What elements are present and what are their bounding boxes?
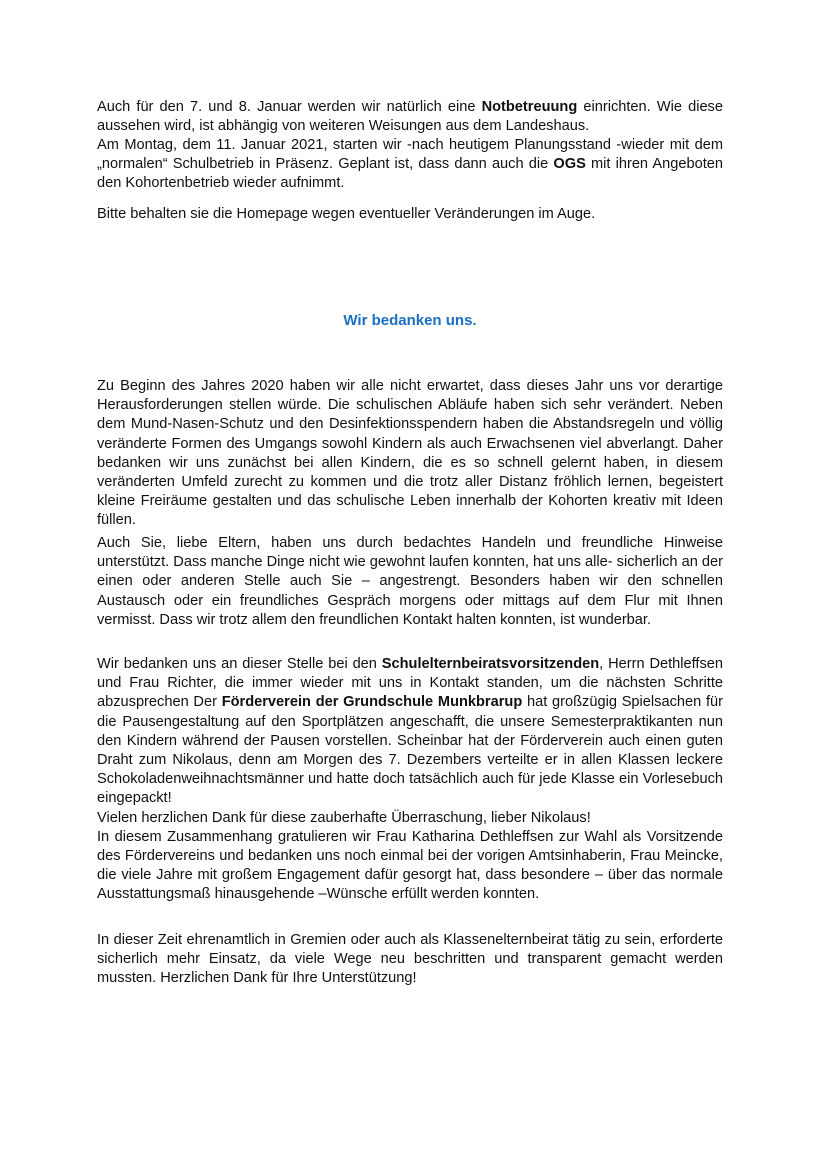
foerderverein-text [97, 655, 723, 809]
bold-ogs: OGS [553, 156, 586, 173]
intro-paragraph-schulbetrieb [97, 136, 723, 194]
paragraph-foerderverein [97, 655, 723, 905]
paragraph-ehrenamt: In dieser Zeit ehrenamtlich in Gremien oder auch als Klassenelternbeirat tätig zu sein, erforderte sicherlich mehr Einsatz, da viele Wege neu beschritten und transparent gemacht werden mussten. Herzlichen Dank für Ihre Unterstützung! [97, 932, 723, 987]
text-run: einrichten. Wie diese aussehen wird, ist abhängig von weiteren Weisungen aus dem Landeshaus. [97, 99, 723, 135]
text-run: Wir bedanken uns an dieser Stelle bei den [97, 656, 382, 672]
bold-schulelternbeirat: Schulelternbeiratsvorsitzenden [381, 656, 600, 672]
paragraph-kinder: Zu Beginn des Jahres 2020 haben wir alle nicht erwartet, dass dieses Jahr uns vor derartige Herausforderungen stellen würde. Die schulischen Abläufe haben sich sehr verändert. Neben dem Mund-Nasen-Schutz und den Desinfektionsspendern haben die Abstandsregeln und völlig veränderte Formen des Umgangs sowohl Kindern als auch Erwachsenen viel abverlangt. Daher bedanken wir uns zunächst bei allen Kindern, die es so schnell gelernt haben, in diesem veränderten Umfeld zurecht zu kommen und die trotz aller Distanz fröhlich lernen, begeistert kleine Freiräume gestalten und das schulische Leben innerhalb der Kohorten kreativ mit Ideen füllen. [97, 378, 723, 529]
section-heading: Wir bedanken uns. [343, 312, 477, 329]
paragraph-eltern: Auch Sie, liebe Eltern, haben uns durch bedachtes Handeln und freundliche Hinweise unterstützt. Dass manche Dinge nicht wie gewohnt laufen konnten, hat uns alle- sicherlich an der einen oder anderen Stelle auch Sie – angestrengt. Besonders haben wir den schnellen Austausch oder ein freundliches Gespräch morgens oder mittags auf dem Flur mit Ihnen vermisst. Dass wir trotz allem den freundlichen Kontakt halten konnten, ist wunderbar. [97, 535, 723, 628]
text-run: Am Montag, dem 11. Januar 2021, starten wir -nach heutigem Planungsstand -wieder mit dem „normalen“ Schulbetrieb in Präsenz. Geplant ist, dass dann auch die [97, 137, 723, 173]
text-run: hat großzügig Spielsachen für die Pausengestaltung auf den Sportplätzen angeschafft, die unsere Semesterpraktikanten nun den Kindern während der Pausen vorstellen. Scheinbar hat der Förderverein auch einen guten Draht zum Nikolaus, denn am Morgen des 7. Dezembers verteilte er in allen Klassen leckere Schokoladenweihnachtsmänner und hatte doch tatsächlich auch für jede Klasse ein Vorlesebuch eingepackt! [97, 694, 723, 807]
text-run: Auch für den 7. und 8. Januar werden wir natürlich eine [97, 99, 482, 115]
congratulation-text: In diesem Zusammenhang gratulieren wir Frau Katharina Dethleffsen zur Wahl als Vorsitzende des Fördervereins und bedanken uns noch einmal bei der vorigen Amtsinhaberin, Frau Meincke, die viele Jahre mit großem Engagement dafür gesorgt hat, dass besondere – über das normale Ausstattungsmaß hinausgehende –Wünsche erfüllt werden konnten. [97, 828, 723, 903]
bold-notbetreuung: Notbetreuung [481, 99, 578, 115]
nikolaus-thanks: Vielen herzlichen Dank für diese zauberhafte Überraschung, lieber Nikolaus! [97, 809, 591, 826]
text-run: mit ihren Angeboten den Kohortenbetrieb wieder aufnimmt. [97, 156, 724, 192]
bold-foerderverein: Förderverein der Grundschule Munkbrarup [221, 694, 523, 711]
text-run: , Herrn Dethleffsen und Frau Richter, die immer wieder mit uns in Kontakt standen, um die nächsten Schritte abzusprechen Der [97, 656, 724, 711]
intro-paragraph-notbetreuung [97, 98, 723, 136]
intro-paragraph-homepage: Bitte behalten sie die Homepage wegen eventueller Veränderungen im Auge. [97, 206, 596, 222]
